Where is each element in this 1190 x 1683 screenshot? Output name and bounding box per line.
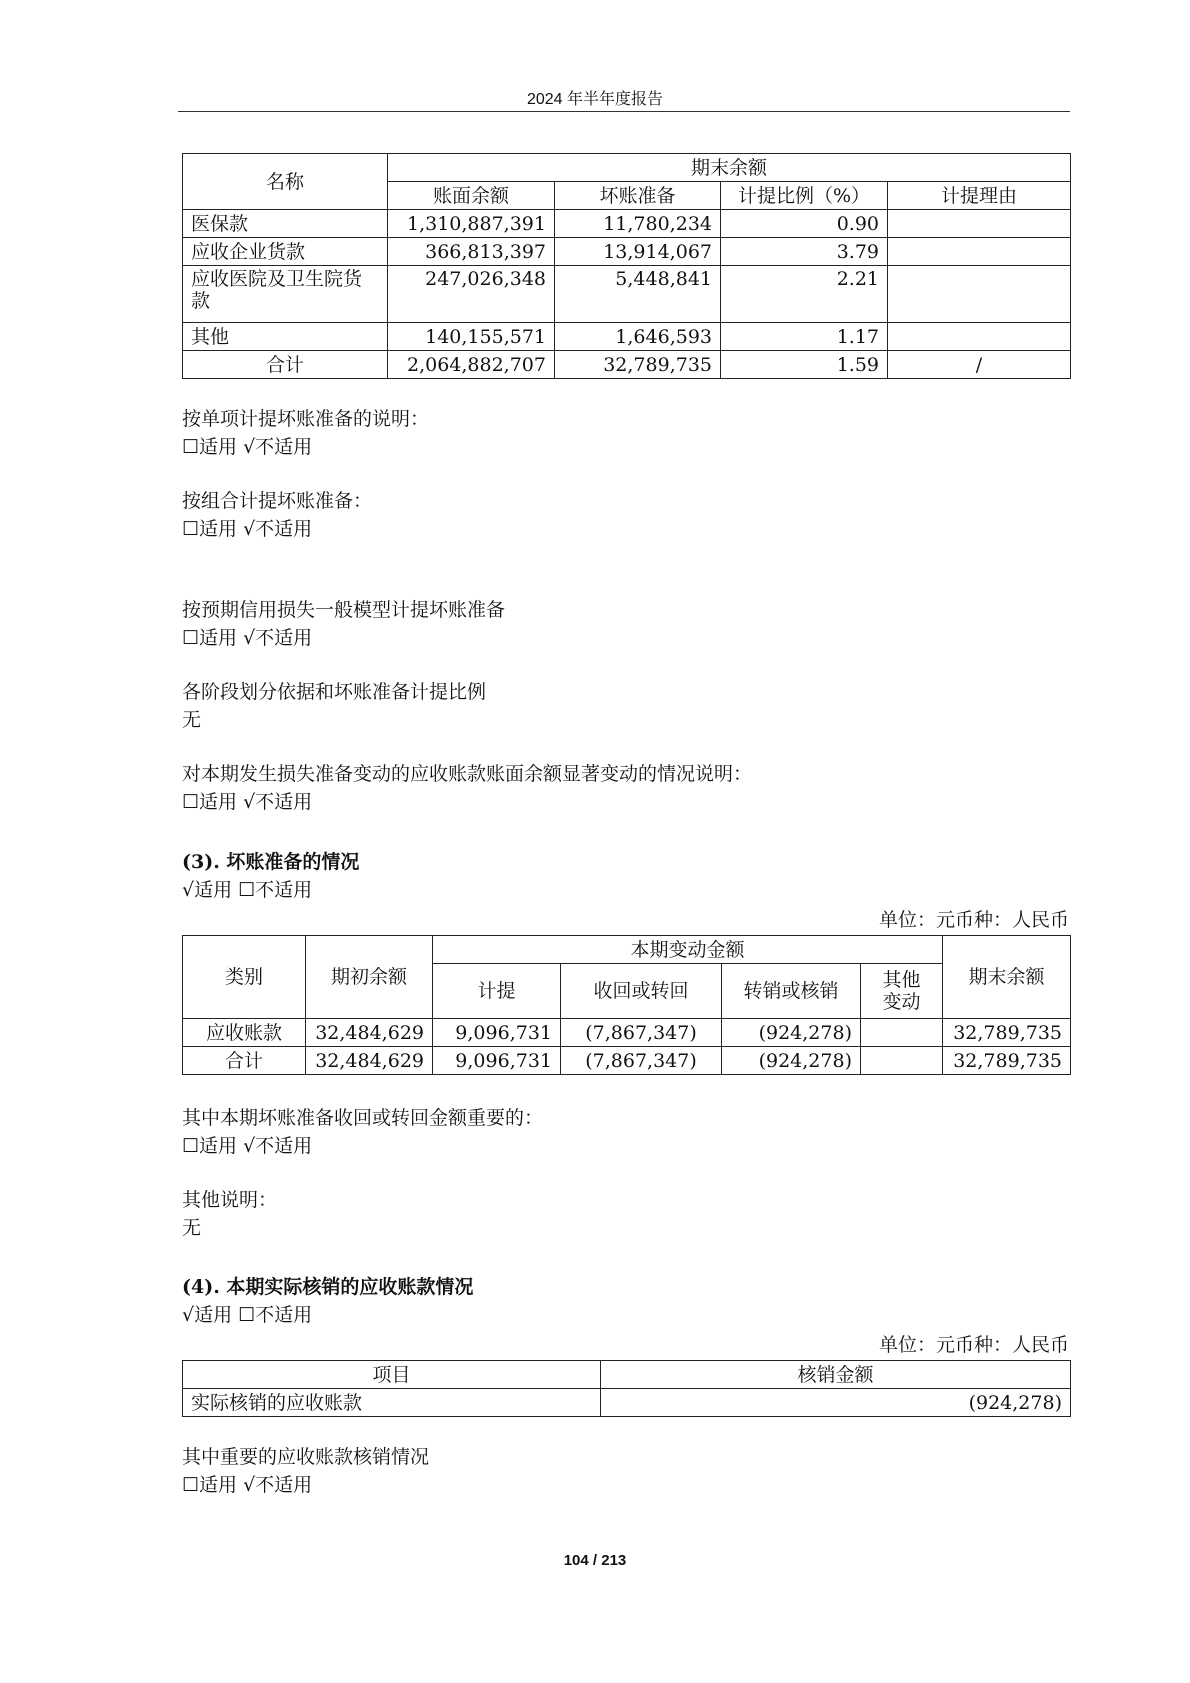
note-important-writeoff: [182, 1444, 429, 1499]
cell-closing: 32,789,735: [943, 1047, 1071, 1075]
table-total-row: [183, 351, 1071, 379]
applicable-options: ☐适用 √不适用: [182, 1473, 313, 1496]
header-amount: 核销金额: [601, 1361, 1071, 1389]
table-row: [183, 323, 1071, 351]
cell-name: 合计: [183, 351, 388, 379]
cell-type: 合计: [183, 1047, 306, 1075]
table-bad-debt-changes: [182, 935, 1071, 1075]
section-4: [182, 1274, 473, 1329]
applicable-options: ☐适用 √不适用: [182, 435, 313, 458]
table-row: [183, 210, 1071, 238]
note-title: 按预期信用损失一般模型计提坏账准备: [182, 599, 506, 621]
header-reason: 计提理由: [888, 182, 1071, 210]
applicable-options: ☐适用 √不适用: [182, 517, 313, 540]
note-value: 无: [182, 1216, 202, 1239]
cell-opening: 32,484,629: [306, 1019, 433, 1047]
cell-name: 医保款: [183, 210, 388, 238]
cell-recover: (7,867,347): [561, 1047, 722, 1075]
header-accrue: 计提: [433, 964, 561, 1019]
cell-ratio: 2.21: [721, 266, 888, 323]
note-other: [182, 1187, 277, 1242]
header-ratio: 计提比例（%）: [721, 182, 888, 210]
header-writeoff: 转销或核销: [722, 964, 861, 1019]
applicable-options: ☐适用 √不适用: [182, 626, 313, 649]
cell-bad: 1,646,593: [555, 323, 721, 351]
header-other: 其他变动: [861, 964, 943, 1019]
cell-other: [861, 1019, 943, 1047]
cell-book: 140,155,571: [388, 323, 555, 351]
cell-recover: (7,867,347): [561, 1019, 722, 1047]
cell-bad: 32,789,735: [555, 351, 721, 379]
cell-ratio: 3.79: [721, 238, 888, 266]
cell-book: 366,813,397: [388, 238, 555, 266]
note-stage: [182, 679, 486, 734]
applicable-options: ☐适用 √不适用: [182, 790, 313, 813]
cell-book: 1,310,887,391: [388, 210, 555, 238]
table-total-row: [183, 1047, 1071, 1075]
table-row: [183, 1389, 1071, 1417]
note-group: [182, 488, 372, 543]
cell-bad: 13,914,067: [555, 238, 721, 266]
cell-writeoff: (924,278): [722, 1019, 861, 1047]
header-changes: 本期变动金额: [433, 936, 943, 964]
cell-ratio: 1.17: [721, 323, 888, 351]
note-general-model: [182, 597, 505, 652]
page-number: 104 / 213: [563, 1552, 627, 1569]
section-title: (3). 坏账准备的情况: [182, 851, 360, 873]
applicable-options: √适用 ☐不适用: [182, 878, 313, 901]
section-3: [182, 849, 359, 904]
note-change: [182, 761, 752, 816]
cell-amount: (924,278): [601, 1389, 1071, 1417]
cell-opening: 32,484,629: [306, 1047, 433, 1075]
header-period-end: 期末余额: [388, 154, 1071, 182]
cell-accrue: 9,096,731: [433, 1047, 561, 1075]
cell-book: 2,064,882,707: [388, 351, 555, 379]
cell-other: [861, 1047, 943, 1075]
table-bad-debt-by-portfolio: [182, 153, 1071, 379]
header-recover: 收回或转回: [561, 964, 722, 1019]
cell-item: 实际核销的应收账款: [183, 1389, 601, 1417]
header-divider: [178, 111, 1070, 112]
note-title: 按组合计提坏账准备：: [182, 490, 373, 512]
cell-bad: 11,780,234: [555, 210, 721, 238]
cell-closing: 32,789,735: [943, 1019, 1071, 1047]
note-single-item: [182, 406, 429, 461]
page-header-title: 2024 年半年度报告: [526, 91, 664, 108]
cell-accrue: 9,096,731: [433, 1019, 561, 1047]
note-title: 其中重要的应收账款核销情况: [182, 1446, 430, 1468]
table-row: [183, 266, 1071, 323]
note-value: 无: [182, 708, 202, 731]
section-title: (4). 本期实际核销的应收账款情况: [182, 1276, 474, 1298]
note-recover: [182, 1105, 543, 1160]
cell-name: 其他: [183, 323, 388, 351]
cell-bad: 5,448,841: [555, 266, 721, 323]
cell-name: 应收医院及卫生院货款: [183, 266, 388, 323]
note-title: 对本期发生损失准备变动的应收账款账面余额显著变动的情况说明：: [182, 763, 753, 785]
cell-ratio: 1.59: [721, 351, 888, 379]
header-book-balance: 账面余额: [388, 182, 555, 210]
header-opening: 期初余额: [306, 936, 433, 1019]
header-bad-debt: 坏账准备: [555, 182, 721, 210]
applicable-options: ☐适用 √不适用: [182, 1134, 313, 1157]
note-title: 各阶段划分依据和坏账准备计提比例: [182, 681, 487, 703]
cell-reason: [888, 266, 1071, 323]
unit-currency-label: 单位：元币种：人民币: [878, 1334, 1069, 1356]
note-title: 其中本期坏账准备收回或转回金额重要的：: [182, 1107, 544, 1129]
cell-type: 应收账款: [183, 1019, 306, 1047]
cell-reason: [888, 238, 1071, 266]
cell-reason: [888, 323, 1071, 351]
cell-reason: /: [888, 351, 1071, 379]
unit-currency-label: 单位：元币种：人民币: [878, 909, 1069, 931]
header-name: 名称: [183, 154, 388, 210]
table-writeoff: [182, 1360, 1071, 1417]
cell-writeoff: (924,278): [722, 1047, 861, 1075]
table-row: [183, 238, 1071, 266]
cell-book: 247,026,348: [388, 266, 555, 323]
header-type: 类别: [183, 936, 306, 1019]
note-title: 其他说明：: [182, 1189, 278, 1211]
note-title: 按单项计提坏账准备的说明：: [182, 408, 430, 430]
header-closing: 期末余额: [943, 936, 1071, 1019]
applicable-options: √适用 ☐不适用: [182, 1303, 313, 1326]
table-row: [183, 1019, 1071, 1047]
cell-ratio: 0.90: [721, 210, 888, 238]
cell-name: 应收企业货款: [183, 238, 388, 266]
cell-reason: [888, 210, 1071, 238]
header-item: 项目: [183, 1361, 601, 1389]
